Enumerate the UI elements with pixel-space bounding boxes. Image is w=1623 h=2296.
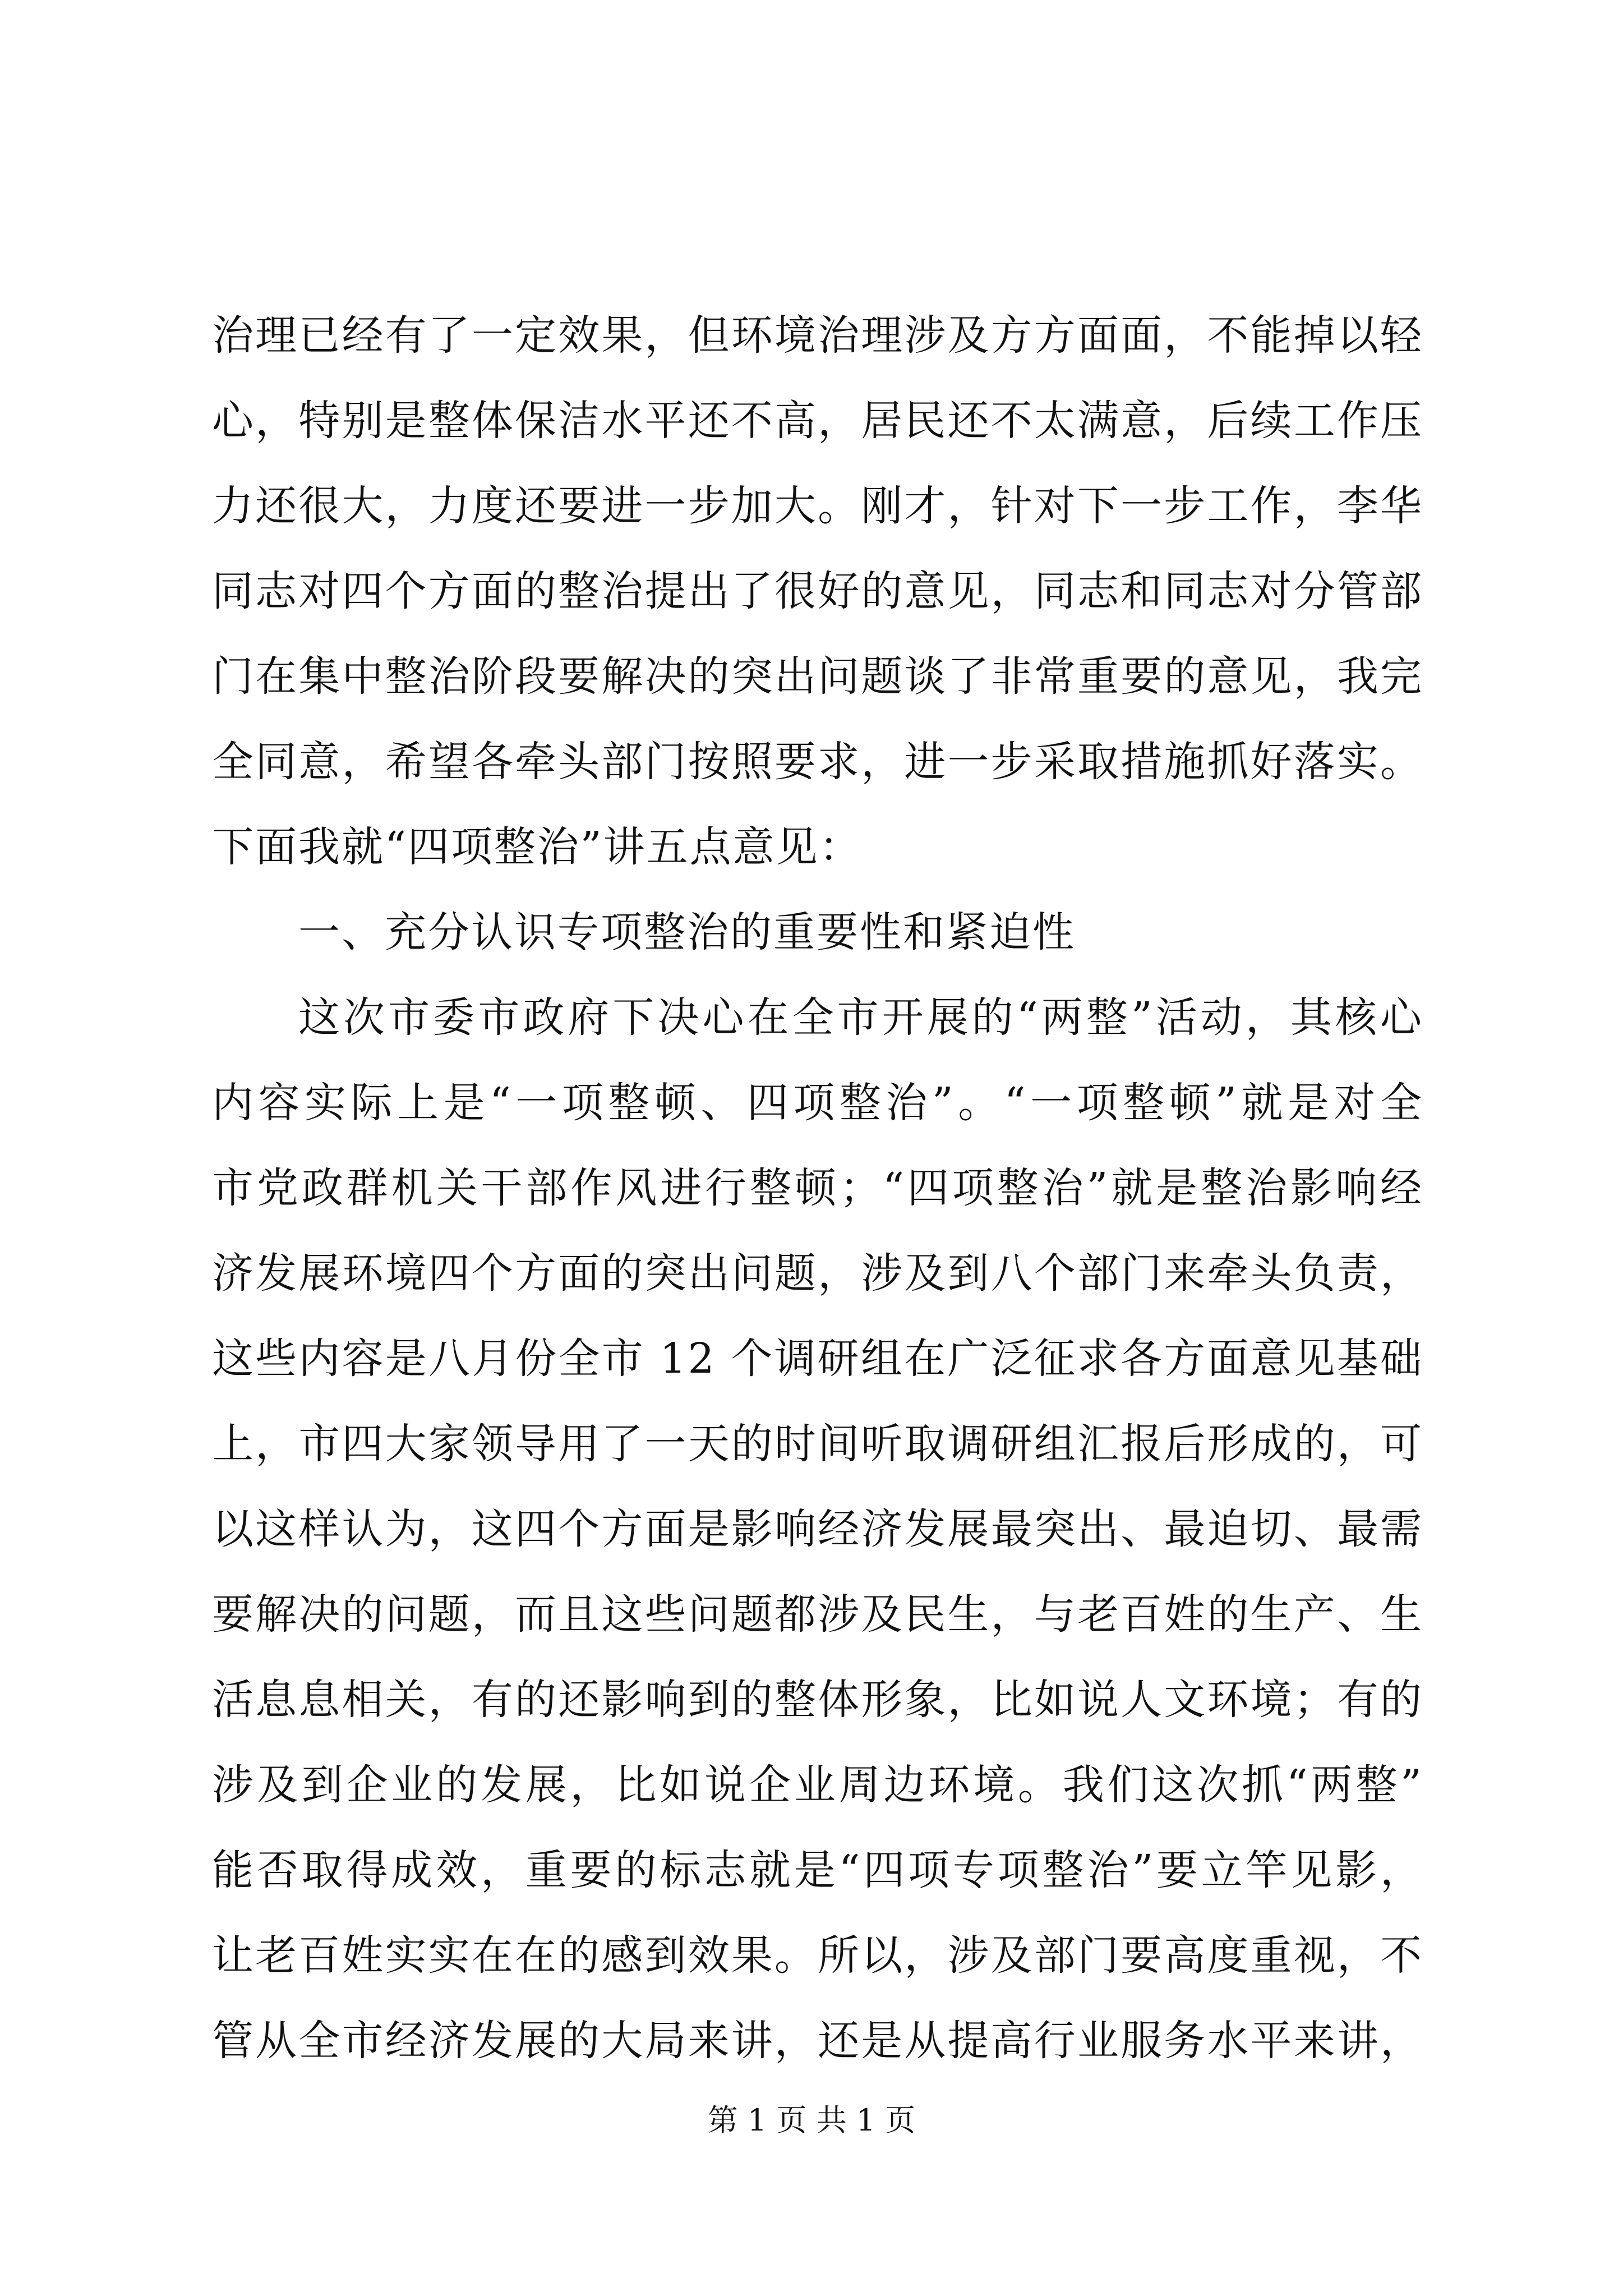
text-line: 下面我就“四项整治”讲五点意见： bbox=[212, 823, 863, 871]
text-line: 上，市四大家领导用了一天的时间听取调研组汇报后形成的，可 bbox=[212, 1420, 1423, 1468]
section-heading: 一、充分认识专项整治的重要性和紧迫性 bbox=[298, 908, 1076, 956]
text-line: 这次市委市政府下决心在全市开展的“两整”活动，其核心 bbox=[298, 993, 1423, 1042]
text-line: 这些内容是八月份全市 12 个调研组在广泛征求各方面意见基础 bbox=[212, 1335, 1423, 1383]
text-line: 要解决的问题，而且这些问题都涉及民生，与老百姓的生产、生 bbox=[212, 1590, 1423, 1639]
document-body bbox=[212, 293, 1423, 2083]
text-line: 全同意，希望各牵头部门按照要求，进一步采取措施抓好落实。 bbox=[212, 738, 1423, 786]
text-line: 治理已经有了一定效果，但环境治理涉及方方面面，不能掉以轻 bbox=[212, 311, 1423, 360]
text-line: 心，特别是整体保洁水平还不高，居民还不太满意，后续工作压 bbox=[212, 397, 1423, 445]
text-line: 管从全市经济发展的大局来讲，还是从提高行业服务水平来讲， bbox=[212, 2017, 1423, 2065]
text-line: 市党政群机关干部作风进行整顿；“四项整治”就是整治影响经 bbox=[212, 1164, 1423, 1212]
text-line: 同志对四个方面的整治提出了很好的意见，同志和同志对分管部 bbox=[212, 567, 1423, 615]
page-footer: 第 1 页 共 1 页 bbox=[707, 2102, 916, 2138]
text-line: 济发展环境四个方面的突出问题，涉及到八个部门来牵头负责， bbox=[212, 1249, 1423, 1297]
text-line: 活息息相关，有的还影响到的整体形象，比如说人文环境；有的 bbox=[212, 1676, 1423, 1724]
text-line: 力还很大，力度还要进一步加大。刚才，针对下一步工作，李华 bbox=[212, 482, 1423, 530]
text-line: 内容实际上是“一项整顿、四项整治”。“一项整顿”就是对全 bbox=[212, 1079, 1423, 1127]
text-line: 门在集中整治阶段要解决的突出问题谈了非常重要的意见，我完 bbox=[212, 652, 1423, 701]
text-line: 涉及到企业的发展，比如说企业周边环境。我们这次抓“两整” bbox=[212, 1761, 1423, 1809]
text-line: 能否取得成效，重要的标志就是“四项专项整治”要立竿见影， bbox=[212, 1846, 1423, 1894]
text-line: 以这样认为，这四个方面是影响经济发展最突出、最迫切、最需 bbox=[212, 1505, 1423, 1553]
text-line: 让老百姓实实在在的感到效果。所以，涉及部门要高度重视，不 bbox=[212, 1931, 1423, 1980]
